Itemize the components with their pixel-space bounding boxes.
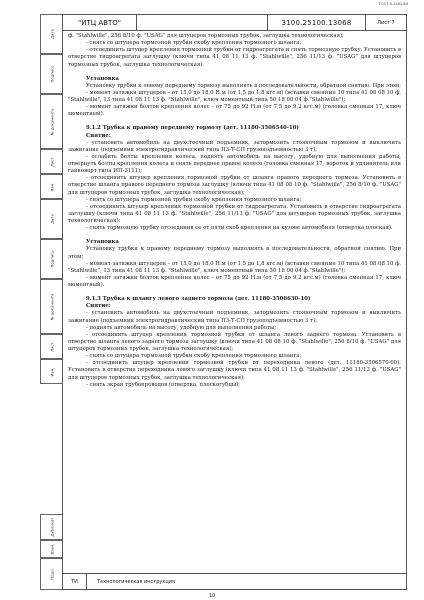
paragraph: - отсоединить штуцер крепления тормозной трубки от гидроагрегата и снять тормозную трубку. Установить в отверстие гидроагрегата заглушку (ключи типа 41 08 11 13 ф. "Stahlwille", 256 11/13 ф. "USAG" для штуцеров тормозных трубок, заглушка технологическая). [68, 47, 401, 68]
paragraph: - снять экран трубопроводов (отвертка, плоскогубцы); [86, 381, 240, 388]
paragraph: - момент затяжки штуцеров – от 15,0 до 18,0 Н.м (от 1,5 до 1,8 кгс.м) (вставки сменные 10 типа 41 08 08 10 ф. "Stahlwille", 13 типа 41 08 11 13 ф. "Stahlwille", ключ моментный типа 50 18 00 04 ф."Stahlwille"); [68, 89, 401, 103]
section-heading: 9.1.3 Трубка к шлангу левого заднего тормоза (дет. 11180-3506630-10) [86, 296, 311, 303]
side-label: Дата [49, 214, 54, 224]
side-cell [40, 54, 62, 94]
side-cell [40, 540, 62, 558]
section-heading: Установка [86, 75, 119, 82]
side-label: Подпись [49, 250, 54, 268]
side-cell [40, 558, 62, 590]
side-label: № документа [49, 108, 54, 135]
page-frame [62, 14, 407, 590]
side-label: Дубликат [49, 517, 54, 537]
organization-name: "ИТЦ АВТО" [63, 15, 137, 30]
paragraph: - поднять автомобиль на высоту, удобную для выполнения работы; [86, 324, 277, 331]
paragraph: - момент затяжки штуцеров – от 15,0 до 18,0 Н.м (от 1,5 до 1,8 кгс.м) (вставки сменные 10 типа 41 08 08 10 ф. "Stahlwille", 13 типа 41 08 11 13 ф. "Stahlwille", ключ моментный типа 50 18 00 04 ф."Stahlwille"); [68, 260, 401, 274]
paragraph: - момент затяжки болтов крепления колес - от 75 до 92 Н.м (от 7,5 до 9,2 кгс.м) (головка сменная 17, ключ моментный). [68, 274, 401, 288]
side-cell [40, 334, 62, 359]
side-label: Дата [49, 29, 54, 39]
side-cell [40, 239, 62, 279]
document-body [68, 33, 401, 572]
footer-stamp [63, 573, 406, 589]
header-gap [137, 15, 268, 30]
header-stamp [63, 15, 406, 31]
side-label: Лист [49, 341, 54, 352]
side-stamp [40, 14, 62, 590]
paragraph: - снять со штуцера тормозной трубки скобу крепления тормозного шланга; [86, 353, 302, 360]
side-cell [40, 174, 62, 199]
paragraph: - снять тормозную трубку отсоединив ее от пяти скоб крепления на кузове автомобиля (отвертка плоская). [86, 225, 393, 232]
sheet-number: Лист 7 [377, 19, 395, 26]
paragraph: Установку трубки к левому переднему тормозу выполнять в последовательности, обратной снятию. При этом: [86, 82, 401, 89]
section-heading: Установка [86, 239, 119, 246]
paragraph: - установить автомобиль на двухстоечный подъемник, затормозить стояночным тормозом и выключить зажигание (подъемник электрогидравлический типа П3-Т-СП грузоподъемностью 3 т); [68, 139, 401, 153]
paragraph: - снять со штуцера тормозной трубки скобу крепления тормозного шланга; [86, 40, 302, 47]
section-heading: Снятие: [86, 303, 111, 310]
paragraph: ф. "Stahlwille", 256 8/10 ф. "USAG" для штуцеров тормозных трубок, заглушка технологическая); [68, 33, 344, 39]
paragraph: - отсоединить штуцер крепления тормозной трубки от шланга левого заднего тормоза. Установить в отверстие шланга левого заднего тормоза заглушку (ключи типа 41 08 08 10 ф. "Stahlwille", 256 8/10 ф. "USAG" для штуцеров тормозных трубок, заглушка технологическая); [68, 331, 401, 352]
side-label: № документа [49, 293, 54, 320]
paragraph: - установить автомобиль на двухстоечный подъемник, затормозить стояночным тормозом и выключить зажигание (подъемник электрогидравлический типа П3-Т-СП грузоподъемностью 3 т); [68, 310, 401, 324]
side-cell [40, 279, 62, 334]
side-cell [40, 14, 62, 54]
paragraph: - отсоединить штуцер крепления тормозной трубки от переходника левого (дет. 11180-3506570-00). Установить в отверстие переходника левого заглушку (ключи типа 41 08 11 13 ф. "Stahlwille", 256 11/13 ф. "USAG" для штуцеров тормозных трубок, заглушка технологическая); [68, 360, 401, 381]
paragraph: - снять со штуцера тормозной трубки скобу крепления тормозного шланга; [86, 196, 302, 203]
paragraph: - момент затяжки болтов крепления колес - от 75 до 92 Н.м (от 7,5 до 9,2 кгс.м) (головка сменная 17, ключ моментный). [68, 104, 401, 118]
side-cell [40, 94, 62, 149]
side-label: Изм. [49, 367, 54, 376]
paragraph: - отсоединить штуцер крепления тормозной трубки от шланга правого переднего тормоза. Установить в отверстие шланга правого переднего тормоза заглушку (ключи типа 41 08 08 10 ф. "Stahlwille", 256 8/10 ф. "USAG" для штуцеров тормозных трубок, заглушка технологическая); [68, 175, 401, 196]
paragraph: - отсоединить штуцер крепления тормозной трубки от гидроагрегата. Установить в отверстие гидроагрегата заглушку (ключи типа 41 08 11 13 ф. "Stahlwille", 256 11/13 ф. "USAG" для штуцеров тормозных трубок, заглушка технологическая); [68, 203, 401, 224]
side-label: Подл. [49, 568, 54, 580]
document-type: ТИ [63, 574, 87, 589]
side-label: Взам. [49, 543, 54, 555]
side-cell [40, 199, 62, 239]
side-label: Изм. [49, 182, 54, 191]
gost-label: ГОСТ 8.1181-84 [378, 2, 408, 6]
paragraph: Установку трубки к правому переднему тормозу выполнять в последовательности, обратной снятию. При этом: [68, 246, 401, 260]
side-label: Подпись [49, 65, 54, 83]
paragraph: - ослабить болты крепления колеса, поднять автомобиль на высоту, удобную для выполнения работы, отвернуть болты крепления колеса и снять переднее правое колесо (головка сменная 17, вороток и удлинитель или гайковерт типа ИП-3111); [68, 153, 401, 175]
document-title: Технологическая инструкция [97, 578, 176, 585]
side-cell [40, 359, 62, 384]
section-heading: Снятие: [86, 132, 111, 139]
document-number: 3100.25100.13068 [268, 15, 366, 30]
side-label: Лист [49, 156, 54, 167]
page-number: 10 [208, 593, 216, 599]
section-heading: 9.1.2 Трубка к правому переднему тормозу (дет. 11180-3506540-10) [86, 125, 299, 132]
side-cell [40, 514, 62, 540]
side-cell [40, 149, 62, 174]
